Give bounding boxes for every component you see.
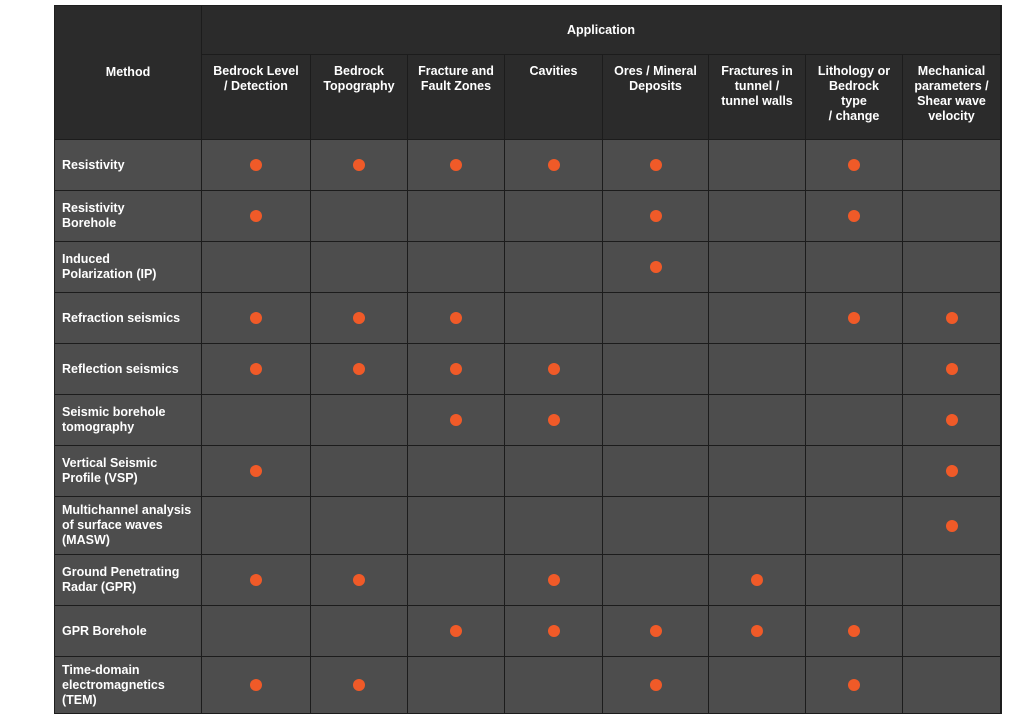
applicable-dot-icon — [450, 625, 462, 637]
table-cell — [806, 344, 903, 395]
table-cell — [603, 497, 709, 555]
table-cell — [603, 446, 709, 497]
table-cell — [202, 657, 311, 714]
table-cell — [903, 242, 1001, 293]
table-cell — [202, 242, 311, 293]
table-cell — [202, 606, 311, 657]
table-cell — [311, 293, 408, 344]
table-cell — [806, 293, 903, 344]
method-column-header: Method — [55, 6, 202, 140]
table-cell — [709, 395, 806, 446]
table-cell — [311, 344, 408, 395]
column-header — [311, 55, 408, 140]
table-cell — [806, 191, 903, 242]
applicable-dot-icon — [848, 625, 860, 637]
table-cell — [903, 446, 1001, 497]
table-cell — [806, 242, 903, 293]
table-cell — [709, 497, 806, 555]
table-cell — [603, 293, 709, 344]
table-cell — [806, 657, 903, 714]
method-name: Multichannel analysis of surface waves (MASW) — [62, 503, 192, 547]
applicable-dot-icon — [848, 312, 860, 324]
table-cell — [603, 242, 709, 293]
applicable-dot-icon — [353, 679, 365, 691]
table-cell — [311, 446, 408, 497]
table-cell — [903, 497, 1001, 555]
methods-application-table — [54, 5, 1002, 714]
applicable-dot-icon — [650, 625, 662, 637]
applicable-dot-icon — [250, 159, 262, 171]
table-cell — [408, 395, 505, 446]
applicable-dot-icon — [450, 414, 462, 426]
applicable-dot-icon — [450, 312, 462, 324]
method-row-label — [55, 140, 202, 191]
applicable-dot-icon — [548, 574, 560, 586]
applicable-dot-icon — [946, 414, 958, 426]
table-cell — [408, 446, 505, 497]
table-cell — [505, 344, 603, 395]
column-header — [709, 55, 806, 140]
method-name: Resistivity — [62, 157, 125, 172]
table-cell — [709, 242, 806, 293]
table-cell — [505, 497, 603, 555]
applicable-dot-icon — [548, 363, 560, 375]
table-cell — [408, 497, 505, 555]
applicable-dot-icon — [353, 312, 365, 324]
table-cell — [603, 657, 709, 714]
applicable-dot-icon — [250, 363, 262, 375]
table-cell — [311, 555, 408, 606]
table-cell — [311, 191, 408, 242]
applicable-dot-icon — [548, 159, 560, 171]
table-cell — [505, 395, 603, 446]
table-cell — [709, 344, 806, 395]
table-cell — [505, 293, 603, 344]
table-cell — [311, 657, 408, 714]
table-cell — [311, 242, 408, 293]
method-row-label — [55, 395, 202, 446]
table-cell — [903, 191, 1001, 242]
column-header-label: Lithology or Bedrock type / change — [817, 64, 891, 123]
table-cell — [311, 606, 408, 657]
applicable-dot-icon — [250, 679, 262, 691]
table-cell — [311, 140, 408, 191]
applicable-dot-icon — [650, 261, 662, 273]
applicable-dot-icon — [548, 414, 560, 426]
column-header — [603, 55, 709, 140]
table-cell — [202, 191, 311, 242]
applicable-dot-icon — [946, 520, 958, 532]
column-header — [202, 55, 311, 140]
applicable-dot-icon — [250, 210, 262, 222]
method-row-label — [55, 242, 202, 293]
table-cell — [202, 555, 311, 606]
method-row-label — [55, 191, 202, 242]
applicable-dot-icon — [650, 159, 662, 171]
table-cell — [505, 140, 603, 191]
applicable-dot-icon — [848, 210, 860, 222]
table-cell — [408, 657, 505, 714]
column-header — [505, 55, 603, 140]
method-row-label — [55, 497, 202, 555]
method-name: Time-domain electromagnetics (TEM) — [62, 662, 165, 707]
table-cell — [709, 140, 806, 191]
table-cell — [709, 555, 806, 606]
application-group-header: Application — [202, 6, 1001, 55]
column-header-label: Cavities — [529, 64, 578, 78]
applicable-dot-icon — [548, 625, 560, 637]
table-cell — [709, 606, 806, 657]
applicable-dot-icon — [946, 465, 958, 477]
applicable-dot-icon — [946, 312, 958, 324]
applicable-dot-icon — [650, 679, 662, 691]
table-cell — [408, 140, 505, 191]
table-cell — [709, 293, 806, 344]
table-cell — [603, 191, 709, 242]
applicable-dot-icon — [353, 574, 365, 586]
method-name: Refraction seismics — [62, 310, 181, 325]
table-cell — [505, 446, 603, 497]
table-cell — [903, 555, 1001, 606]
table-cell — [408, 555, 505, 606]
table-cell — [408, 242, 505, 293]
method-row-label — [55, 344, 202, 395]
table-cell — [603, 555, 709, 606]
method-name: Ground Penetrating Radar (GPR) — [62, 565, 180, 594]
method-row-label — [55, 606, 202, 657]
table-cell — [709, 191, 806, 242]
table-cell — [505, 555, 603, 606]
column-header-label: Mechanical parameters / Shear wave velocity — [914, 64, 989, 123]
table-cell — [202, 293, 311, 344]
table-cell — [903, 140, 1001, 191]
column-header-label: Fractures in tunnel / tunnel walls — [721, 64, 793, 108]
table-cell — [408, 293, 505, 344]
method-name: GPR Borehole — [62, 623, 147, 638]
table-cell — [903, 606, 1001, 657]
applicable-dot-icon — [250, 574, 262, 586]
table-cell — [202, 344, 311, 395]
table-cell — [903, 657, 1001, 714]
column-header — [408, 55, 505, 140]
table-grid — [55, 6, 1001, 713]
table-cell — [603, 606, 709, 657]
applicable-dot-icon — [946, 363, 958, 375]
table-cell — [806, 395, 903, 446]
applicable-dot-icon — [353, 363, 365, 375]
table-cell — [709, 446, 806, 497]
table-cell — [202, 140, 311, 191]
table-cell — [202, 497, 311, 555]
method-name: Resistivity Borehole — [62, 201, 125, 230]
column-header-label: Bedrock Level / Detection — [213, 64, 299, 93]
method-name: Vertical Seismic Profile (VSP) — [62, 456, 158, 485]
method-name: Seismic borehole tomography — [62, 405, 166, 434]
table-cell — [903, 395, 1001, 446]
applicable-dot-icon — [450, 363, 462, 375]
method-name: Reflection seismics — [62, 361, 179, 376]
table-cell — [603, 344, 709, 395]
table-cell — [709, 657, 806, 714]
method-row-label — [55, 293, 202, 344]
column-header-label: Bedrock Topography — [323, 64, 395, 93]
column-header — [806, 55, 903, 140]
table-cell — [505, 242, 603, 293]
applicable-dot-icon — [848, 159, 860, 171]
table-cell — [806, 497, 903, 555]
method-row-label — [55, 446, 202, 497]
table-cell — [311, 395, 408, 446]
applicable-dot-icon — [751, 574, 763, 586]
applicable-dot-icon — [450, 159, 462, 171]
method-name: Induced Polarization (IP) — [62, 252, 157, 281]
applicable-dot-icon — [250, 312, 262, 324]
table-cell — [408, 606, 505, 657]
table-cell — [202, 446, 311, 497]
applicable-dot-icon — [751, 625, 763, 637]
table-cell — [505, 191, 603, 242]
method-row-label — [55, 555, 202, 606]
table-cell — [903, 293, 1001, 344]
table-cell — [806, 555, 903, 606]
table-cell — [311, 497, 408, 555]
applicable-dot-icon — [250, 465, 262, 477]
column-header-label: Fracture and Fault Zones — [418, 64, 494, 93]
table-cell — [505, 606, 603, 657]
table-cell — [806, 446, 903, 497]
applicable-dot-icon — [353, 159, 365, 171]
column-header — [903, 55, 1001, 140]
table-cell — [603, 140, 709, 191]
applicable-dot-icon — [650, 210, 662, 222]
table-cell — [903, 344, 1001, 395]
table-cell — [505, 657, 603, 714]
table-cell — [603, 395, 709, 446]
table-cell — [202, 395, 311, 446]
applicable-dot-icon — [848, 679, 860, 691]
table-cell — [408, 191, 505, 242]
table-cell — [408, 344, 505, 395]
table-cell — [806, 140, 903, 191]
method-row-label — [55, 657, 202, 714]
table-cell — [806, 606, 903, 657]
column-header-label: Ores / Mineral Deposits — [614, 64, 697, 93]
